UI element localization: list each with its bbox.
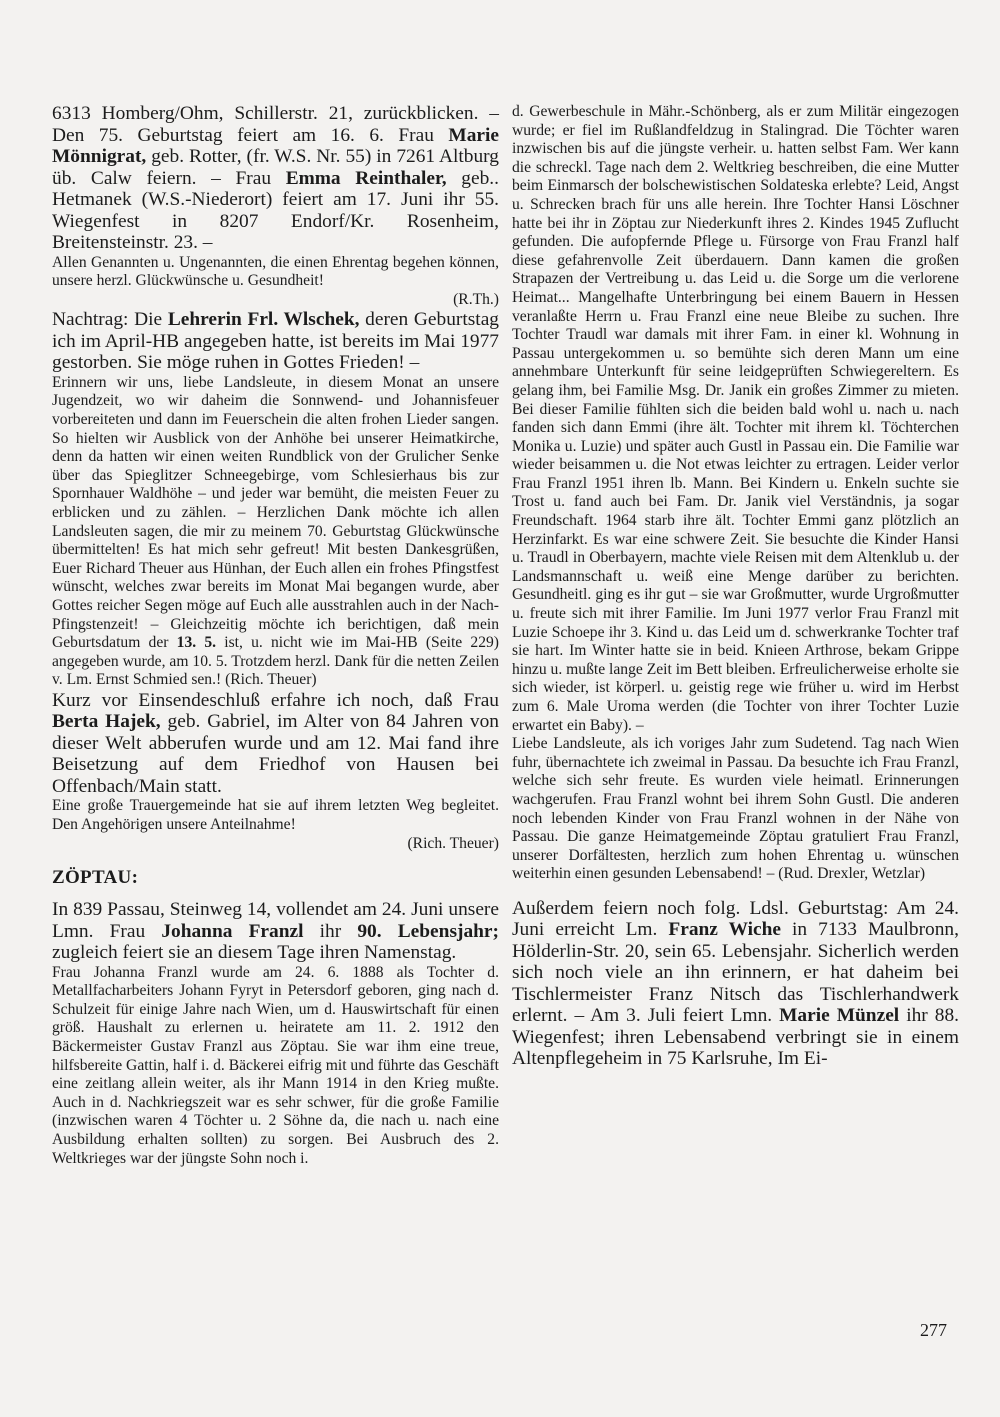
page-number: 277 <box>920 1320 947 1340</box>
biography-continued-paragraph: d. Gewerbeschule in Mähr.-Schönberg, als er zum Militär eingezogen wurde; er fiel im Rußlandfeldzug in Stalingrad. Die Töchter waren inzwischen bis auf die jüngste verheir. u. hatten selbst Fam. Wer kann die schreckl. Tage nach dem 2. Weltkrieg beschreiben, die eine Mutter beim Einmarsch der bolschewistischen Soldateska erlebte? Leid, Angst u. Schrecken brach für uns alle herein. Ihre Tochter Hansi Löschner hatte bei ihr in Zöptau zur Niederkunft ihres 2. Kindes 1945 Zuflucht gefunden. Die aufopfernde Pflege u. Fürsorge von Frau Franzl half diese gefahrenvolle Zeit überdauern. Dann kamen die großen Strapazen der Vertreibung u. das Leid u. die Sorge um die verlorene Heimat... Mangelhafte Unterbringung bei einem Bauern in Hessen veranlaßte Herrn u. Frau Franzl eine neue Bleibe zu suchen. Ihre Tochter Traudl war damals mit ihrer Fam. in einer kl. Wohnung in Passau untergekommen u. so bemühte sich deren Mann um eine annehmbare Unterkunft für seine leidgeprüften Schwiegereltern. Es gelang ihm, bei Familie Msg. Dr. Janik ein großes Zimmer zu mieten. Bei dieser Familie fühlten sich die beiden bald wohl u. nach u. nach fanden sich dann Emmi (ihre ält. Tochter mit ihrem kl. Töchterchen Monika u. Luzie) und später auch Gustl in Passau ein. Die Familie war wieder beisammen u. die Not etwas leichter zu ertragen. Leider verlor Frau Franzl 1951 ihren lb. Mann. Bei Kindern u. Enkeln suchte sie Trost u. fand auch bei Fam. Dr. Janik viel Verständnis, ja sogar Freundschaft. 1964 starb ihre ält. Tochter Emmi ganz plötzlich an Herzinfarkt. Es war eine schwere Zeit. Sie besuchte die Kinder Hansi u. Traudl in Oberbayern, machte viele Reisen mit dem Altenklub u. der Landsmannschaft u. weiß eine Menge darüber zu berichten. Gesundheitl. ging es ihr gut – sie war Großmutter, wurde Urgroßmutter u. freute sich mit ihrer Familie. Im Juni 1977 verlor Frau Franzl mit Luzie Schoepe ihr 3. Kind u. das Leid um d. schwerkranke Tochter traf sie hart. Im Winter hatte sie in beid. Knieen Arthrose, bekam Grippe hinzu u. mußte lange Zeit im Bett bleiben. Erfreulicherweise erholte sie sich wieder, ist körperl. u. geistig rege wie früher u. wird im Herbst zum 6. Male Uroma werden (die Tochter von ihrer Tochter Luzie erwartet ein Baby). – <box>512 103 959 734</box>
person-name: Lehrerin Frl. Wlschek, <box>167 309 360 331</box>
right-column <box>512 103 959 1070</box>
obituary-paragraph: Kurz vor Einsendeschluß erfahre ich noch, daß Frau Berta Hajek, geb. Gabriel, im Alter von 84 Jahren von dieser Welt abberufen wurde und am 12. Mai fand ihre Beisetzung auf dem Friedhof von Hausen bei Offenbach/Main statt. <box>52 689 500 797</box>
birth-date: 13. 5. <box>176 634 217 652</box>
left-column <box>52 103 499 1168</box>
addendum-paragraph: Nachtrag: Die Lehrerin Frl. Wlschek, deren Geburtstag ich im April-HB angegeben hatte, ist bereits im Mai 1977 gestorben. Sie möge ruhen in Gottes Frieden! – <box>52 309 499 374</box>
congratulations-paragraph: Allen Genannten u. Ungenannten, die einen Ehrentag begehen können, unsere herzl. Glückwünsche u. Gesundheit! <box>52 253 499 290</box>
person-name: Emma Reinthaler, <box>285 167 447 189</box>
biography-paragraph: Frau Johanna Franzl wurde am 24. 6. 1888 als Tochter d. Metallfacharbeiters Johann Fyryt in Petersdorf geboren, ging nach d. Schulzeit für einige Jahre nach Wien, um d. Hauswirtschaft für einen größ. Haushalt zu erlernen u. heiratete am 11. 2. 1912 den Bäckermeister Gustav Franzl aus Zöptau. Sie war ihm eine treue, hilfsbereite Gattin, half i. d. Bäckerei eifrig mit und führte das Geschäft eine zeitlang allein weiter, als ihr Mann 1914 in den Krieg mußte. Auch in d. Nachkriegszeit war es sehr schwer, für die große Familie (inzwischen waren 4 Töchter u. 2 Söhne da, die nach u. nach eine Ausbildung erhalten sollten) zu sorgen. Bei Ausbruch des 2. Weltkrieges war der jüngste Sohn noch i. <box>52 963 499 1167</box>
age-highlight: 90. Lebensjahr; <box>357 920 499 942</box>
visit-paragraph: Liebe Landsleute, als ich voriges Jahr zum Sudetend. Tag nach Wien fuhr, übernachtete ich zweimal in Passau. Da besuchte ich Frau Franzl, welche sich sehr freute. Es wurden viele heimatl. Erinnerungen wachgerufen. Frau Franzl wohnt bei ihrem Sohn Gustl. Die anderen noch lebenden Kinder von Frau Franzl wohnen in der Nähe von Passau. Die ganze Heimatgemeinde Zöptau gratuliert Frau Franzl, unserer Dorfältesten, herzlich zum hohen Ehrentag u. wünschen weiterhin einen gesunden Lebensabend! – (Rud. Drexler, Wetzlar) <box>512 735 959 883</box>
birthday-announcements: 6313 Homberg/Ohm, Schillerstr. 21, zurückblicken. – Den 75. Geburtstag feiert am 16. 6. Frau Marie Mönnigrat, geb. Rotter, (fr. W.S. Nr. 55) in 7261 Altburg üb. Calw feiern. – Frau Emma Reinthaler, geb.. Hetmanek (W.S.-Niederort) feiert am 17. Juni ihr 55. Wiegenfest in 8207 Endorf/Kr. Rosenheim, Breitensteinstr. 23. – <box>52 103 499 253</box>
section-heading: ZÖPTAU: <box>52 867 139 889</box>
memories-paragraph: Erinnern wir uns, liebe Landsleute, in diesem Monat an unsere Jugendzeit, wo wir daheim die Sonnwend- und Johannisfeuer vorbereiteten und dann im Feuerschein die alten frohen Lieder sangen. So hielten wir Ausblick von der Anhöhe bei unserer Heimatkirche, denn da hatten wir einen weiten Rundblick von der Grulicher Senke über das Spieglitzer Schneegebirge, vom Schlesierhaus bis zur Spornhauer Waldhöhe – und jeder war bemüht, die meisten Feuer zu erblicken und zu zählen. – Herzlichen Dank möchte ich allen Landsleuten sagen, die mir zu meinem 70. Geburtstag Glückwünsche übermittelten! Es hat mich sehr gefreut! Mit besten Dankesgrüßen, Euer Richard Theuer aus Hünhan, der Euch allen ein frohes Pfingstfest wünscht, welches zwar bereits im Monat Mai begangen wurde, aber Gottes reicher Segen möge auf Euch alle ausstrahlen auch in der Nach-Pfingstenzeit! – Gleichzeitig möchte ich berichtigen, daß mein Geburtsdatum der 13. 5. ist, u. nicht wie im Mai-HB (Seite 229) angegeben wurde, am 10. 5. Trotzdem herzl. Dank für die netten Zeilen v. Lm. Ernst Schmied sen.! (Rich. Theuer) <box>52 373 500 689</box>
person-name: Franz Wiche <box>668 919 782 941</box>
further-birthdays-paragraph: Außerdem feiern noch folg. Ldsl. Geburtstag: Am 24. Juni erreicht Lm. Franz Wiche in 7133 Maulbronn, Hölderlin-Str. 20, sein 65. Lebensjahr. Sicherlich werden sich noch viele an ihn erinnern, er hat daheim bei Tischlermeister Franz Nitsch das Tischlerhandwerk erlernt. – Am 3. Juli feiert Lmn. Marie Münzel ihr 88. Wiegenfest; ihren Lebensabend verbringt sie in einem Altenpflegeheim in 75 Karlsruhe, Im Ei- <box>512 897 959 1070</box>
condolence-paragraph: Eine große Trauergemeinde hat sie auf ihrem letzten Weg begleitet. Den Angehörigen unsere Anteilnahme! <box>52 797 499 833</box>
anniversary-paragraph: In 839 Passau, Steinweg 14, vollendet am 24. Juni unsere Lmn. Frau Johanna Franzl ihr 90. Lebensjahr; zugleich feiert sie an diesem Tage ihren Namenstag. <box>52 899 499 964</box>
author-signature: (R.Th.) <box>453 290 499 308</box>
person-name: Marie Mönnigrat, <box>52 124 499 167</box>
person-name: Johanna Franzl <box>161 920 304 942</box>
author-signature: (Rich. Theuer) <box>407 834 499 852</box>
person-name: Berta Hajek, <box>52 711 161 733</box>
person-name: Marie Münzel <box>779 1005 900 1027</box>
